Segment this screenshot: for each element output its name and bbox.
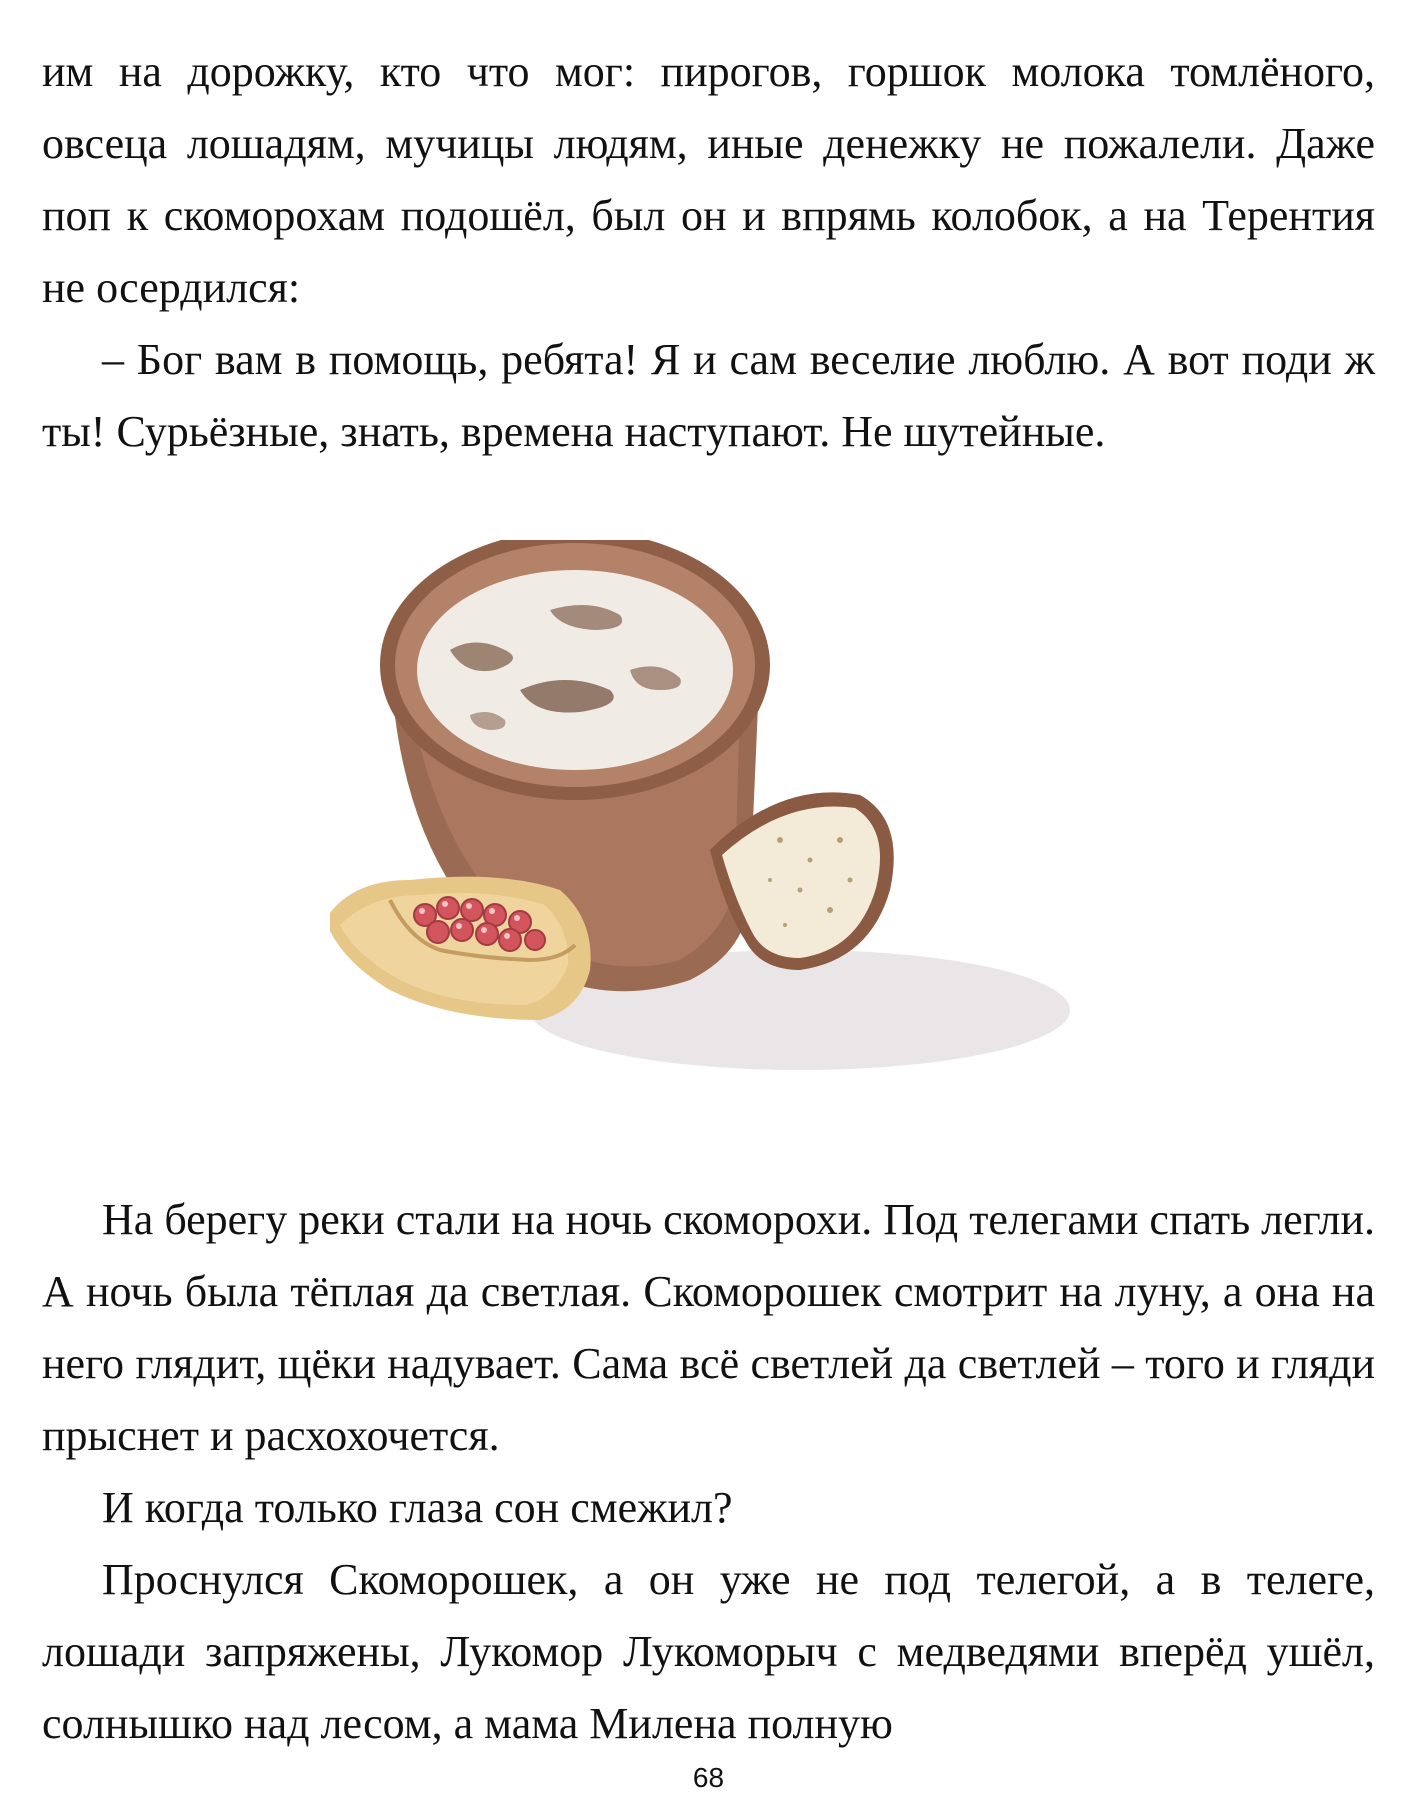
- paragraph: И когда только глаза сон смежил?: [102, 1483, 733, 1532]
- page-number: 68: [692, 1762, 725, 1793]
- top-text-block: [42, 36, 1375, 468]
- bottom-text-block: [42, 1184, 1375, 1760]
- paragraph: Проснулся Скоморошек, а он уже не под телегой, а в телеге, лошади запряжены, Лукомор Лукоморыч с медведями вперёд ушёл, солнышко над лесом, а мама Милена полную: [42, 1555, 1375, 1748]
- paragraph: им на дорожку, кто что мог: пирогов, горшок молока томлёного, овсеца лошадям, мучицы людям, иные денежку не пожалели. Даже поп к скоморохам подошёл, был он и впрямь колобок, а на Терентия не осердился:: [42, 47, 1375, 312]
- pot-and-bread-illustration: [330, 540, 1110, 1110]
- paragraph: – Бог вам в помощь, ребята! Я и сам веселие люблю. А вот поди ж ты! Сурьёзные, знать, времена наступают. Не шутейные.: [42, 335, 1375, 456]
- paragraph: На берегу реки стали на ночь скоморохи. Под телегами спать легли. А ночь была тёплая да светлая. Скоморошек смотрит на луну, а она на него глядит, щёки надувает. Сама всё светлей да светлей – того и гляди прыснет и расхохочется.: [42, 1195, 1375, 1460]
